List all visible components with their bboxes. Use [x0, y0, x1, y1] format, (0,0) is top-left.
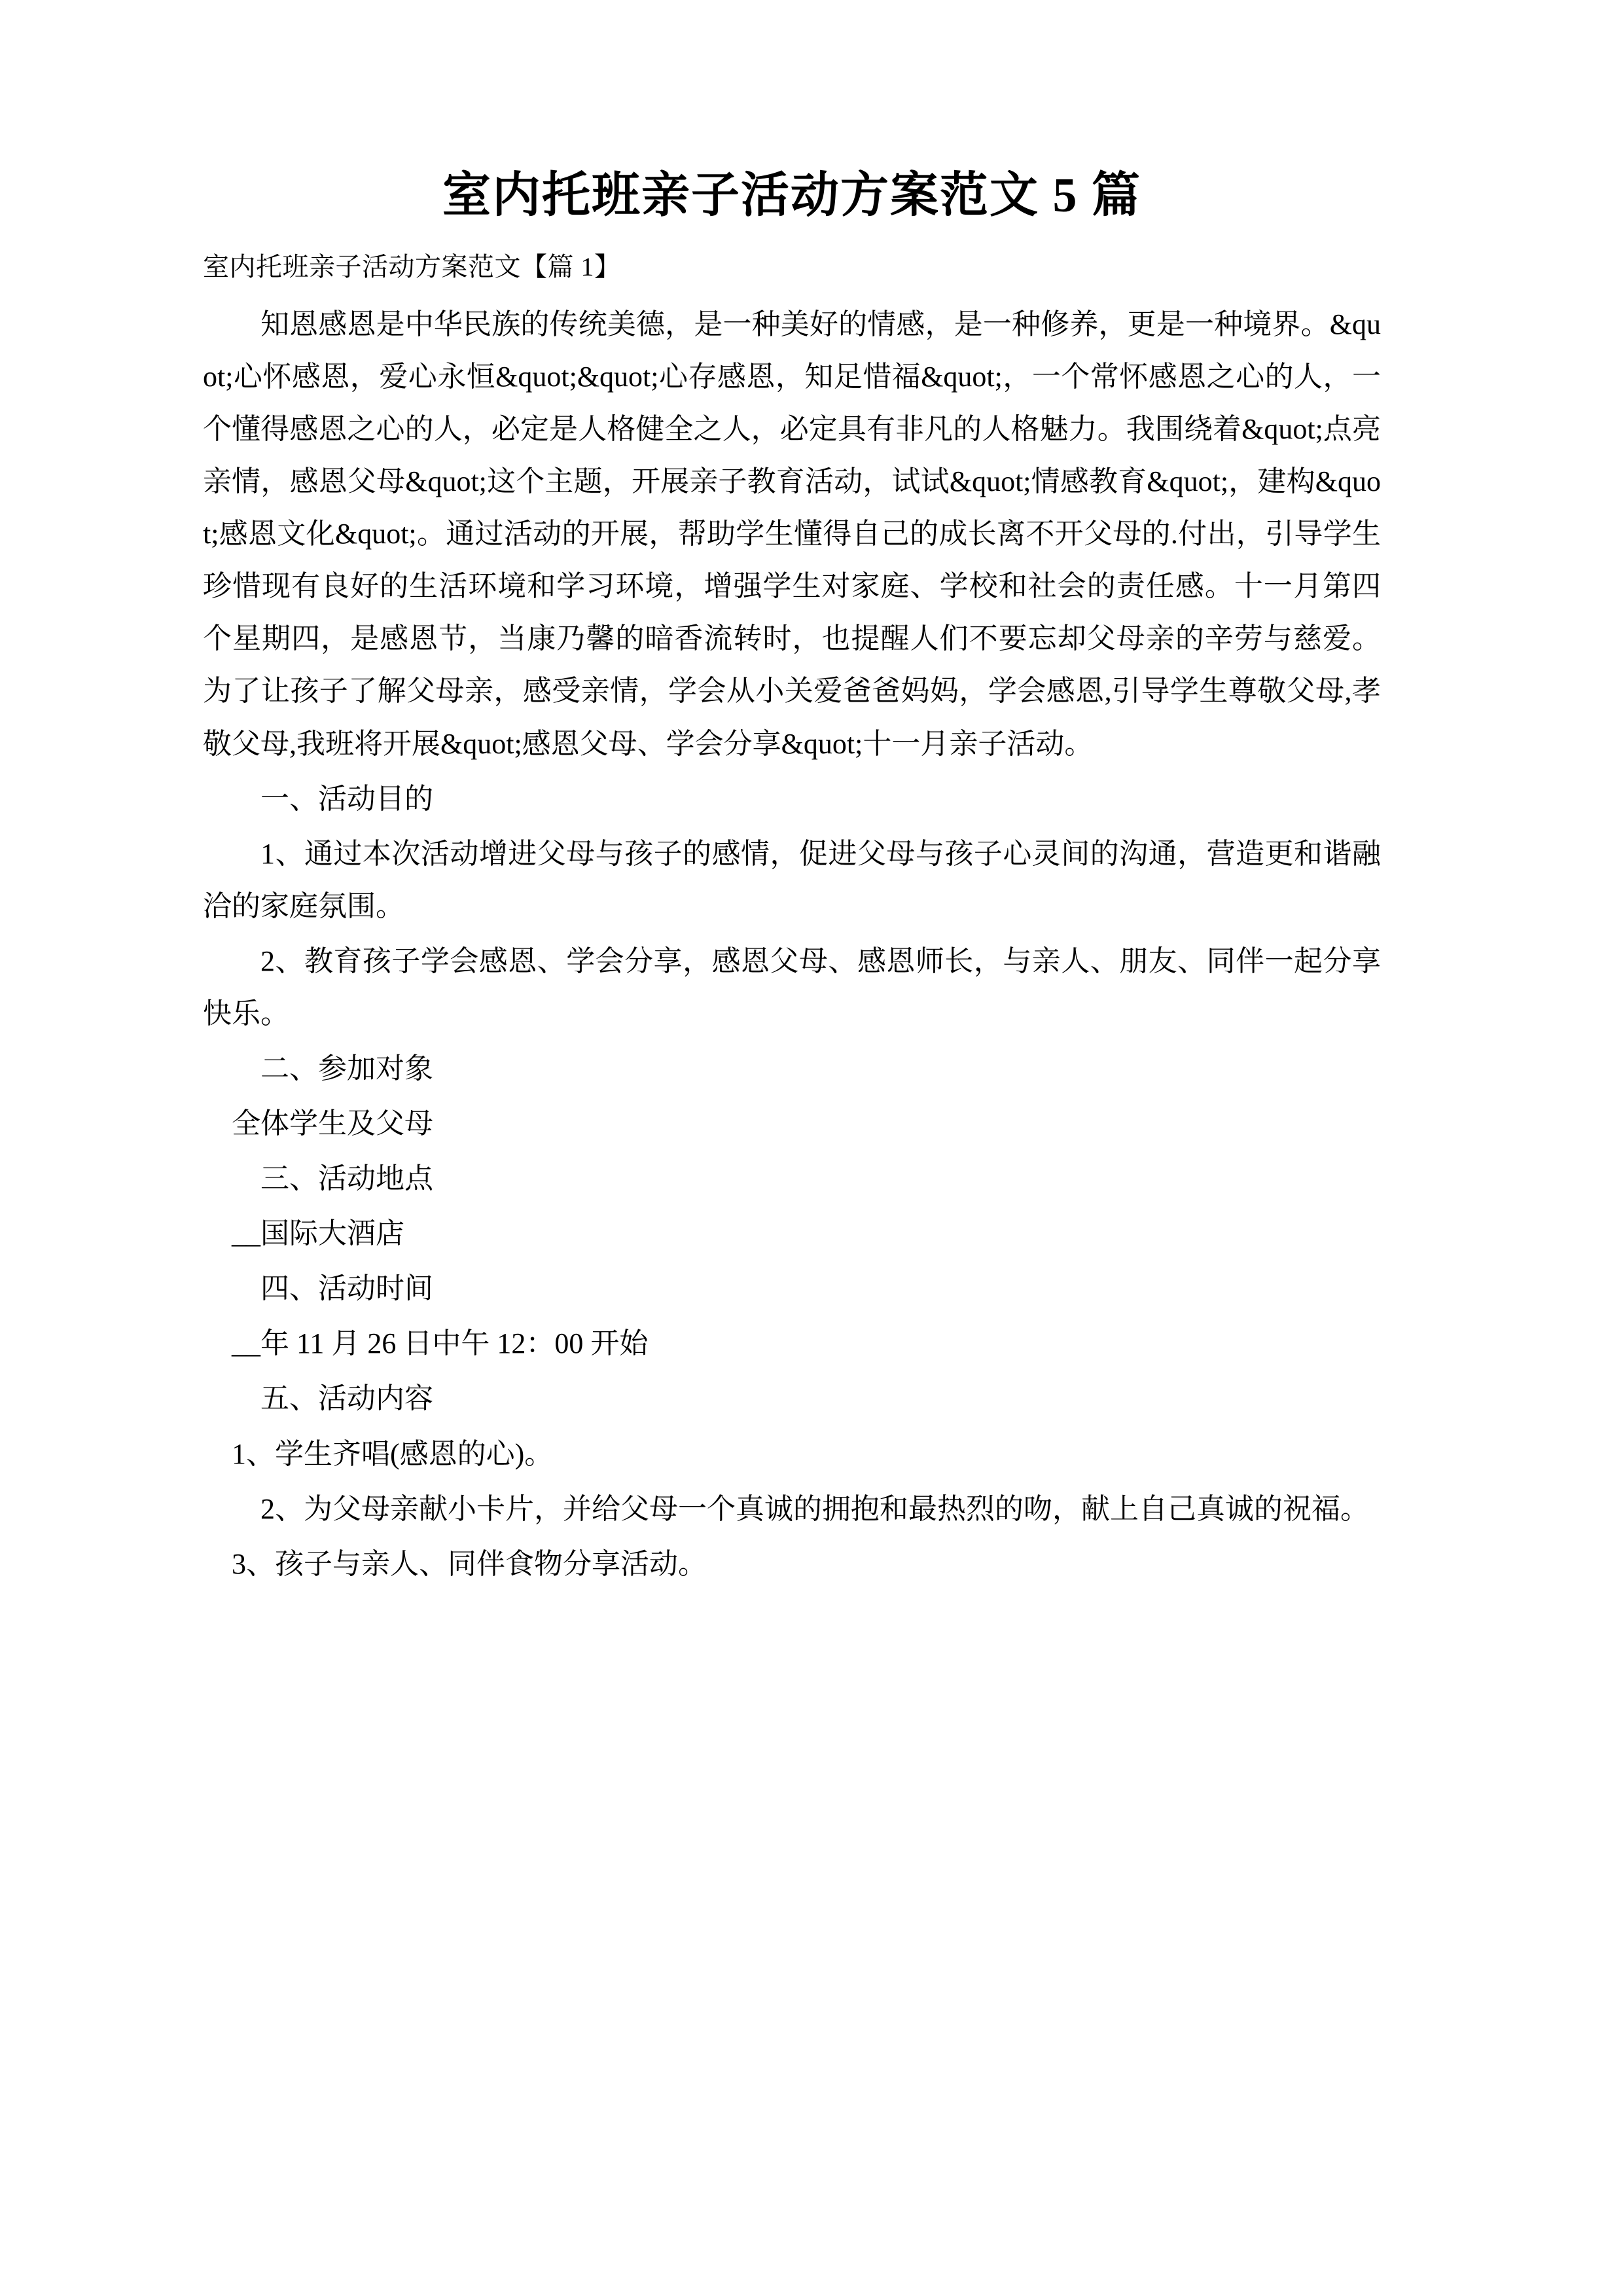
section-heading-5: 五、活动内容: [260, 1382, 433, 1415]
section-1-item-1: 1、通过本次活动增进父母与孩子的感情，促进父母与孩子心灵间的沟通，营造更和谐融洽的家庭氛围。: [203, 837, 1381, 922]
document-subtitle: 室内托班亲子活动方案范文【篇 1】: [203, 251, 621, 281]
section-5-item-2: 2、为父母亲献小卡片，并给父母一个真诚的拥抱和最热烈的吻，献上自己真诚的祝福。: [260, 1492, 1369, 1525]
page-title: 室内托班亲子活动方案范文 5 篇: [442, 169, 1141, 223]
section-5-item-1: 1、学生齐唱(感恩的心)。: [232, 1437, 554, 1470]
section-heading-2: 二、参加对象: [260, 1052, 433, 1085]
section-5-item-3: 3、孩子与亲人、同伴食物分享活动。: [232, 1547, 707, 1580]
intro-paragraph: 知恩感恩是中华民族的传统美德，是一种美好的情感，是一种修养，更是一种境界。&quot;心怀感恩，爱心永恒&quot;&quot;心存感恩，知足惜福&quot;，一个常怀感恩之心的人，一个懂得感恩之心的人，必定是人格健全之人，必定具有非凡的人格魅力。我围绕着&quot;点亮亲情，感恩父母&quot;这个主题，开展亲子教育活动，试试&quot;情感教育&quot;，建构&quot;感恩文化&quot;。通过活动的开展，帮助学生懂得自己的成长离不开父母的.付出，引导学生珍惜现有良好的生活环境和学习环境，增强学生对家庭、学校和社会的责任感。十一月第四个星期四，是感恩节，当康乃馨的暗香流转时，也提醒人们不要忘却父母亲的辛劳与慈爱。为了让孩子了解父母亲，感受亲情，学会从小关爱爸爸妈妈，学会感恩,引导学生尊敬父母,孝敬父母,我班将开展&quot;感恩父母、学会分享&quot;十一月亲子活动。: [203, 308, 1381, 760]
section-1-item-2: 2、教育孩子学会感恩、学会分享，感恩父母、感恩师长，与亲人、朋友、同伴一起分享快乐。: [203, 944, 1381, 1030]
section-3-item-1: __国际大酒店: [232, 1217, 404, 1250]
section-4-item-1: __年 11 月 26 日中午 12：00 开始: [232, 1327, 649, 1360]
section-2-item-1: 全体学生及父母: [232, 1107, 433, 1140]
section-heading-3: 三、活动地点: [260, 1162, 433, 1195]
document-content: [203, 164, 1381, 1593]
section-heading-4: 四、活动时间: [260, 1272, 433, 1305]
section-heading-1: 一、活动目的: [260, 782, 433, 815]
